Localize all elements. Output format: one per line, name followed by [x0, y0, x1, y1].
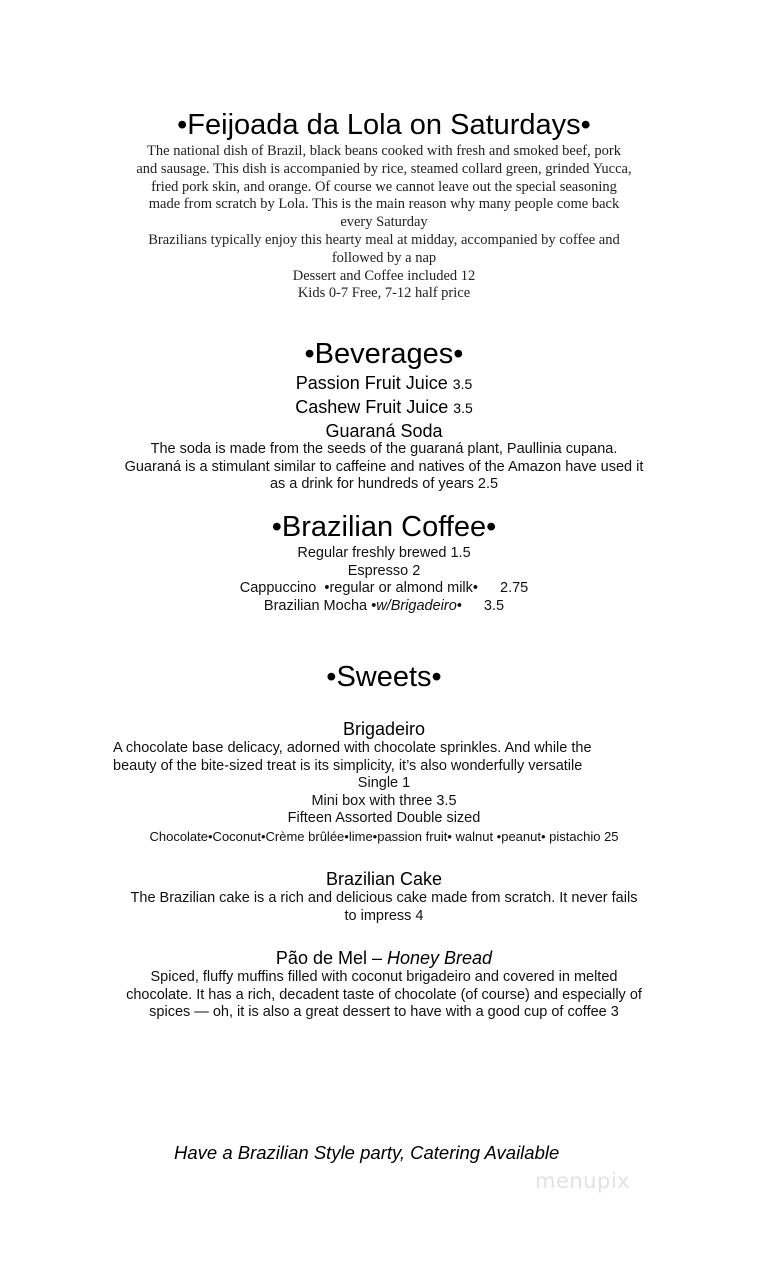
feijoada-price-line: Dessert and Coffee included 12 [292, 267, 476, 284]
beverage-name: Guaraná Soda [325, 421, 443, 441]
feijoada-line: made from scratch by Lola. This is the main reason why many people come back [148, 196, 620, 213]
catering-footer: Have a Brazilian Style party, Catering Available [174, 1142, 560, 1163]
paodemel-item [0, 947, 768, 1022]
cake-desc-line: to impress 4 [344, 907, 424, 924]
coffee-list [0, 545, 768, 615]
paodemel-name [0, 947, 768, 969]
sweets-title: •Sweets• [326, 661, 442, 693]
mocha-option: •w/Brigadeiro• [371, 597, 462, 614]
feijoada-line: Brazilians typically enjoy this hearty meal at midday, accompanied by coffee and [148, 231, 620, 248]
feijoada-title: •Feijoada da Lola on Saturdays• [177, 109, 591, 141]
soda-desc-line: as a drink for hundreds of years 2.5 [269, 476, 499, 492]
brigadeiro-desc-line: beauty of the bite-sized treat is its simplicity, it’s also wonderfully versatile [113, 757, 583, 774]
feijoada-line: every Saturday [340, 214, 428, 231]
paodemel-desc-line: chocolate. It has a rich, decadent taste of chocolate (of course) and especially of [126, 986, 642, 1003]
brigadeiro-single: Single 1 [357, 775, 411, 791]
brigadeiro-fifteen: Fifteen Assorted Double sized [287, 810, 481, 826]
mocha-name: Brazilian Mocha [263, 597, 368, 614]
menupix-watermark: menupix [535, 1169, 631, 1193]
coffee-mocha [0, 598, 768, 616]
soda-desc-line: Guaraná is a stimulant similar to caffeine and natives of the Amazon have used it [124, 458, 644, 475]
feijoada-line: and sausage. This dish is accompanied by rice, steamed collard green, grinded Yucca, [136, 160, 632, 177]
brigadeiro-flavors: Chocolate•Coconut•Crème brûlée•lime•passion fruit• walnut •peanut• pistachio 25 [149, 828, 619, 844]
beverage-item [0, 396, 768, 420]
mocha-price: 3.5 [483, 597, 505, 614]
beverage-price: 3.5 [452, 376, 473, 392]
beverage-item [0, 372, 768, 396]
brigadeiro-options [0, 775, 768, 845]
soda-desc-line: The soda is made from the seeds of the guaraná plant, Paullinia cupana. [150, 441, 618, 457]
coffee-cappuccino [0, 580, 768, 598]
feijoada-section [0, 108, 768, 142]
beverages-section [0, 337, 768, 371]
soda-description [0, 441, 768, 494]
brigadeiro-minibox: Mini box with three 3.5 [311, 792, 457, 809]
feijoada-description [0, 143, 768, 303]
feijoada-line: fried pork skin, and orange. Of course we cannot leave out the special seasoning [151, 178, 617, 195]
brigadeiro-item [0, 718, 768, 740]
paodemel-name-main: Pão de Mel – [275, 948, 387, 968]
cake-description [114, 890, 654, 925]
paodemel-description [104, 969, 664, 1022]
coffee-section [0, 510, 768, 544]
feijoada-kids-line: Kids 0-7 Free, 7-12 half price [297, 285, 471, 302]
cake-item [0, 868, 768, 925]
cappuccino-name: Cappuccino [239, 580, 317, 596]
feijoada-line: followed by a nap [331, 249, 437, 266]
beverages-title: •Beverages• [304, 338, 464, 370]
cake-desc-line: The Brazilian cake is a rich and delicious cake made from scratch. It never fails [130, 890, 638, 906]
beverage-price: 3.5 [453, 400, 473, 416]
feijoada-line: The national dish of Brazil, black beans cooked with fresh and smoked beef, pork [147, 143, 621, 159]
cappuccino-price: 2.75 [500, 580, 529, 596]
paodemel-desc-line: Spiced, fluffy muffins filled with coconut brigadeiro and covered in melted [150, 969, 618, 985]
coffee-title: •Brazilian Coffee• [271, 511, 497, 543]
cake-name: Brazilian Cake [325, 869, 443, 889]
paodemel-name-italic: Honey Bread [387, 948, 493, 968]
brigadeiro-name: Brigadeiro [342, 719, 426, 739]
beverage-name: Passion Fruit Juice [295, 373, 448, 393]
sweets-section [0, 660, 768, 694]
coffee-espresso: Espresso 2 [347, 562, 421, 579]
brigadeiro-desc-line: A chocolate base delicacy, adorned with chocolate sprinkles. And while the [113, 740, 592, 756]
brigadeiro-description [113, 740, 673, 775]
beverages-list [0, 372, 768, 444]
beverage-name: Cashew Fruit Juice [295, 397, 449, 417]
cappuccino-option: •regular or almond milk• [324, 580, 478, 596]
paodemel-desc-line: spices — oh, it is also a great dessert to have with a good cup of coffee 3 [149, 1004, 619, 1020]
coffee-regular: Regular freshly brewed 1.5 [297, 545, 471, 561]
